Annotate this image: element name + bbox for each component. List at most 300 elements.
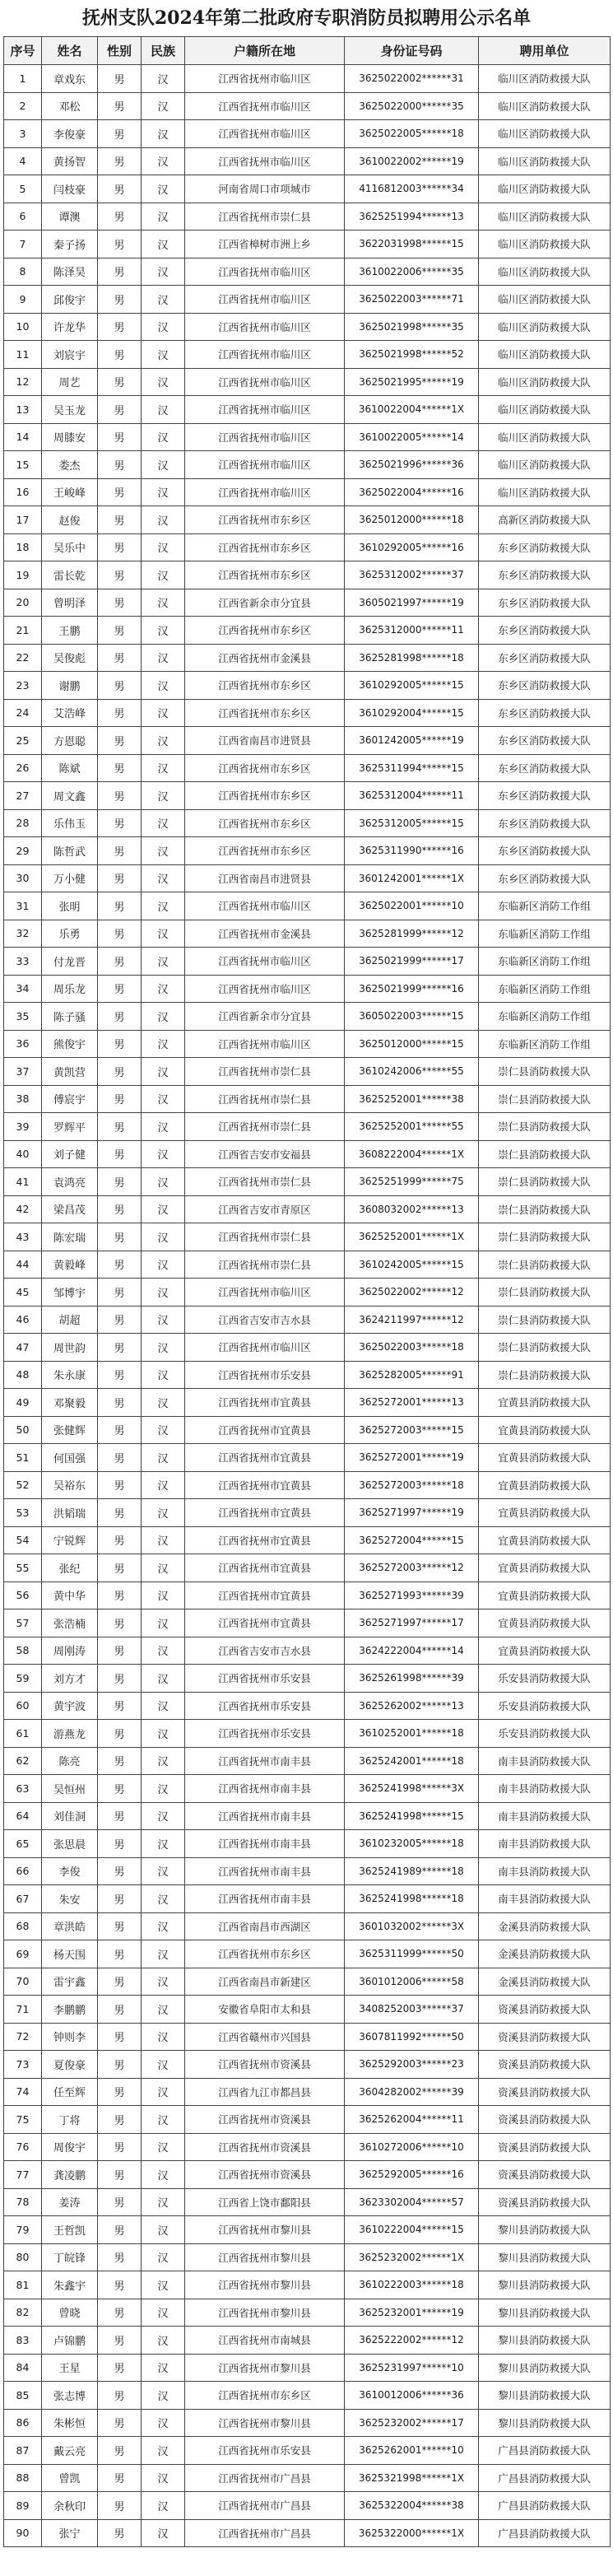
cell-name: 陈斌 xyxy=(42,754,98,782)
cell-domicile: 江西省抚州市乐安县 xyxy=(185,1361,345,1389)
cell-seq: 62 xyxy=(4,1747,42,1775)
table-row xyxy=(4,892,611,920)
cell-ethnicity: 汉 xyxy=(142,2271,185,2299)
cell-name: 吴俊彪 xyxy=(42,644,98,672)
cell-ethnicity: 汉 xyxy=(142,258,185,286)
cell-id-number: 3610022004******1X xyxy=(345,396,479,424)
cell-id-number: 3625232002******1X xyxy=(345,2243,479,2271)
cell-seq: 36 xyxy=(4,1030,42,1058)
table-row xyxy=(4,1251,611,1279)
cell-ethnicity: 汉 xyxy=(142,2106,185,2134)
cell-domicile: 江西省抚州市宜黄县 xyxy=(185,1389,345,1417)
cell-ethnicity: 汉 xyxy=(142,589,185,617)
cell-name: 黄中华 xyxy=(42,1581,98,1609)
cell-ethnicity: 汉 xyxy=(142,672,185,700)
cell-ethnicity: 汉 xyxy=(142,837,185,865)
cell-id-number: 3610222004******15 xyxy=(345,2216,479,2244)
cell-seq: 2 xyxy=(4,92,42,120)
cell-seq: 25 xyxy=(4,727,42,755)
cell-gender: 男 xyxy=(98,1968,142,1996)
table-row xyxy=(4,1471,611,1499)
cell-ethnicity: 汉 xyxy=(142,1968,185,1996)
cell-domicile: 江西省抚州市乐安县 xyxy=(185,2437,345,2465)
cell-gender: 男 xyxy=(98,2327,142,2355)
cell-seq: 42 xyxy=(4,1195,42,1223)
cell-ethnicity: 汉 xyxy=(142,2519,185,2547)
header-ethnicity: 民族 xyxy=(142,37,185,65)
cell-gender: 男 xyxy=(98,2078,142,2106)
cell-id-number: 3625012000******15 xyxy=(345,1030,479,1058)
table-row xyxy=(4,617,611,645)
cell-id-number: 3610222003******18 xyxy=(345,2271,479,2299)
cell-id-number: 3601012006******58 xyxy=(345,1968,479,1996)
cell-seq: 63 xyxy=(4,1775,42,1803)
cell-name: 周艺 xyxy=(42,368,98,396)
cell-employer: 南丰县消防救援大队 xyxy=(479,1857,611,1885)
cell-seq: 46 xyxy=(4,1306,42,1334)
cell-name: 陈亮 xyxy=(42,1747,98,1775)
cell-ethnicity: 汉 xyxy=(142,2243,185,2271)
cell-domicile: 江西省抚州市广昌县 xyxy=(185,2519,345,2547)
cell-domicile: 江西省抚州市临川区 xyxy=(185,451,345,479)
cell-ethnicity: 汉 xyxy=(142,1720,185,1748)
cell-ethnicity: 汉 xyxy=(142,975,185,1003)
cell-gender: 男 xyxy=(98,644,142,672)
cell-domicile: 江西省吉安市青原区 xyxy=(185,1195,345,1223)
cell-seq: 69 xyxy=(4,1940,42,1968)
cell-employer: 崇仁县消防救援大队 xyxy=(479,1113,611,1141)
cell-ethnicity: 汉 xyxy=(142,1775,185,1803)
cell-ethnicity: 汉 xyxy=(142,2464,185,2492)
cell-domicile: 江西省抚州市东乡区 xyxy=(185,782,345,810)
cell-employer: 宜黄县消防救援大队 xyxy=(479,1609,611,1637)
cell-employer: 南丰县消防救援大队 xyxy=(479,1775,611,1803)
cell-gender: 男 xyxy=(98,1223,142,1251)
cell-ethnicity: 汉 xyxy=(142,231,185,259)
cell-domicile: 江西省抚州市乐安县 xyxy=(185,1720,345,1748)
cell-employer: 黎川县消防救援大队 xyxy=(479,2216,611,2244)
cell-gender: 男 xyxy=(98,1830,142,1858)
cell-name: 胡超 xyxy=(42,1306,98,1334)
table-row xyxy=(4,672,611,700)
cell-domicile: 江西省抚州市南城县 xyxy=(185,2327,345,2355)
cell-seq: 78 xyxy=(4,2188,42,2216)
cell-domicile: 江西省抚州市宜黄县 xyxy=(185,1526,345,1554)
cell-seq: 52 xyxy=(4,1471,42,1499)
table-row xyxy=(4,2437,611,2465)
cell-domicile: 江西省南昌市进贤县 xyxy=(185,727,345,755)
table-row xyxy=(4,368,611,396)
table-row xyxy=(4,1609,611,1637)
cell-ethnicity: 汉 xyxy=(142,809,185,837)
cell-ethnicity: 汉 xyxy=(142,1609,185,1637)
cell-ethnicity: 汉 xyxy=(142,65,185,93)
table-row xyxy=(4,561,611,589)
cell-ethnicity: 汉 xyxy=(142,754,185,782)
table-row xyxy=(4,809,611,837)
cell-employer: 资溪县消防救援大队 xyxy=(479,2188,611,2216)
cell-seq: 5 xyxy=(4,175,42,203)
cell-id-number: 3625252001******1X xyxy=(345,1223,479,1251)
cell-name: 吴玉龙 xyxy=(42,396,98,424)
cell-domicile: 江西省抚州市临川区 xyxy=(185,423,345,451)
header-id-number: 身份证号码 xyxy=(345,37,479,65)
cell-name: 陈宏瑞 xyxy=(42,1223,98,1251)
cell-ethnicity: 汉 xyxy=(142,1003,185,1031)
cell-employer: 东乡区消防救援大队 xyxy=(479,699,611,727)
cell-name: 游燕龙 xyxy=(42,1720,98,1748)
cell-employer: 临川区消防救援大队 xyxy=(479,286,611,314)
cell-seq: 70 xyxy=(4,1968,42,1996)
cell-domicile: 江西省抚州市金溪县 xyxy=(185,644,345,672)
table-row xyxy=(4,506,611,534)
cell-gender: 男 xyxy=(98,864,142,892)
cell-domicile: 江西省抚州市临川区 xyxy=(185,975,345,1003)
cell-employer: 黎川县消防救援大队 xyxy=(479,2299,611,2327)
cell-domicile: 江西省抚州市东乡区 xyxy=(185,2382,345,2410)
cell-gender: 男 xyxy=(98,1554,142,1582)
cell-gender: 男 xyxy=(98,727,142,755)
cell-name: 刘佳洞 xyxy=(42,1802,98,1830)
cell-seq: 38 xyxy=(4,1085,42,1113)
cell-name: 闫枝豪 xyxy=(42,175,98,203)
cell-domicile: 江西省上饶市鄱阳县 xyxy=(185,2188,345,2216)
cell-id-number: 3610292005******16 xyxy=(345,533,479,561)
table-row xyxy=(4,2327,611,2355)
cell-seq: 84 xyxy=(4,2354,42,2382)
cell-domicile: 河南省周口市项城市 xyxy=(185,175,345,203)
cell-gender: 男 xyxy=(98,1802,142,1830)
cell-name: 邓聚毅 xyxy=(42,1389,98,1417)
cell-seq: 53 xyxy=(4,1499,42,1527)
cell-seq: 71 xyxy=(4,1996,42,2024)
cell-name: 乐伟玉 xyxy=(42,809,98,837)
cell-name: 王鹏 xyxy=(42,617,98,645)
cell-gender: 男 xyxy=(98,2437,142,2465)
cell-ethnicity: 汉 xyxy=(142,1637,185,1665)
cell-seq: 6 xyxy=(4,203,42,231)
cell-name: 姜涛 xyxy=(42,2188,98,2216)
cell-name: 邓松 xyxy=(42,92,98,120)
cell-seq: 64 xyxy=(4,1802,42,1830)
cell-name: 刘子健 xyxy=(42,1140,98,1168)
table-row xyxy=(4,2243,611,2271)
cell-name: 张健辉 xyxy=(42,1416,98,1444)
cell-id-number: 3610242005******15 xyxy=(345,1251,479,1279)
cell-seq: 82 xyxy=(4,2299,42,2327)
cell-id-number: 3610022002******19 xyxy=(345,147,479,175)
cell-employer: 南丰县消防救援大队 xyxy=(479,1885,611,1913)
cell-ethnicity: 汉 xyxy=(142,1885,185,1913)
cell-ethnicity: 汉 xyxy=(142,1085,185,1113)
cell-gender: 男 xyxy=(98,1140,142,1168)
cell-domicile: 江西省抚州市资溪县 xyxy=(185,2106,345,2134)
cell-id-number: 3625281999******12 xyxy=(345,920,479,948)
cell-seq: 9 xyxy=(4,286,42,314)
header-employer: 聘用单位 xyxy=(479,37,611,65)
cell-ethnicity: 汉 xyxy=(142,2188,185,2216)
cell-ethnicity: 汉 xyxy=(142,1334,185,1362)
cell-seq: 87 xyxy=(4,2437,42,2465)
cell-employer: 宜黄县消防救援大队 xyxy=(479,1554,611,1582)
cell-name: 袁鸿亮 xyxy=(42,1168,98,1196)
cell-ethnicity: 汉 xyxy=(142,368,185,396)
cell-employer: 东乡区消防救援大队 xyxy=(479,561,611,589)
cell-name: 付龙晋 xyxy=(42,948,98,976)
cell-ethnicity: 汉 xyxy=(142,1857,185,1885)
cell-seq: 56 xyxy=(4,1581,42,1609)
table-row xyxy=(4,2382,611,2410)
cell-domicile: 江西省抚州市东乡区 xyxy=(185,506,345,534)
cell-seq: 80 xyxy=(4,2243,42,2271)
cell-gender: 男 xyxy=(98,1195,142,1223)
cell-ethnicity: 汉 xyxy=(142,1306,185,1334)
cell-domicile: 江西省抚州市南丰县 xyxy=(185,1857,345,1885)
cell-employer: 宜黄县消防救援大队 xyxy=(479,1499,611,1527)
table-row xyxy=(4,727,611,755)
cell-seq: 55 xyxy=(4,1554,42,1582)
table-row xyxy=(4,1168,611,1196)
cell-ethnicity: 汉 xyxy=(142,396,185,424)
cell-employer: 黎川县消防救援大队 xyxy=(479,2382,611,2410)
cell-ethnicity: 汉 xyxy=(142,2382,185,2410)
cell-employer: 资溪县消防救援大队 xyxy=(479,2078,611,2106)
cell-name: 陈泽昊 xyxy=(42,258,98,286)
cell-name: 邱俊宇 xyxy=(42,286,98,314)
cell-employer: 临川区消防救援大队 xyxy=(479,396,611,424)
cell-gender: 男 xyxy=(98,65,142,93)
cell-name: 周膝安 xyxy=(42,423,98,451)
table-row xyxy=(4,92,611,120)
cell-domicile: 江西省抚州市金溪县 xyxy=(185,920,345,948)
cell-ethnicity: 汉 xyxy=(142,1251,185,1279)
cell-ethnicity: 汉 xyxy=(142,2161,185,2189)
cell-seq: 77 xyxy=(4,2161,42,2189)
cell-gender: 男 xyxy=(98,1857,142,1885)
cell-name: 卢锦鹏 xyxy=(42,2327,98,2355)
table-row xyxy=(4,451,611,479)
cell-id-number: 3605022003******15 xyxy=(345,1003,479,1031)
cell-domicile: 江西省新余市分宜县 xyxy=(185,1003,345,1031)
cell-id-number: 3625022002******31 xyxy=(345,65,479,93)
cell-gender: 男 xyxy=(98,1912,142,1940)
cell-id-number: 3625022001******10 xyxy=(345,892,479,920)
cell-domicile: 江西省抚州市临川区 xyxy=(185,313,345,341)
cell-ethnicity: 汉 xyxy=(142,644,185,672)
cell-ethnicity: 汉 xyxy=(142,286,185,314)
cell-id-number: 3625232001******19 xyxy=(345,2299,479,2327)
cell-employer: 宜黄县消防救援大队 xyxy=(479,1416,611,1444)
cell-ethnicity: 汉 xyxy=(142,1058,185,1086)
cell-ethnicity: 汉 xyxy=(142,2133,185,2161)
table-row xyxy=(4,2023,611,2051)
cell-gender: 男 xyxy=(98,1581,142,1609)
cell-seq: 67 xyxy=(4,1885,42,1913)
cell-id-number: 3625321998******1X xyxy=(345,2464,479,2492)
cell-employer: 东临新区消防工作组 xyxy=(479,920,611,948)
cell-seq: 76 xyxy=(4,2133,42,2161)
cell-ethnicity: 汉 xyxy=(142,1940,185,1968)
table-row xyxy=(4,341,611,369)
cell-seq: 65 xyxy=(4,1830,42,1858)
cell-employer: 东乡区消防救援大队 xyxy=(479,617,611,645)
table-row xyxy=(4,1720,611,1748)
cell-domicile: 江西省抚州市宜黄县 xyxy=(185,1499,345,1527)
cell-id-number: 3625021996******36 xyxy=(345,451,479,479)
cell-gender: 男 xyxy=(98,147,142,175)
table-row xyxy=(4,258,611,286)
cell-seq: 75 xyxy=(4,2106,42,2134)
cell-domicile: 江西省抚州市崇仁县 xyxy=(185,1058,345,1086)
cell-ethnicity: 汉 xyxy=(142,1168,185,1196)
cell-id-number: 4116812003******34 xyxy=(345,175,479,203)
cell-domicile: 江西省抚州市临川区 xyxy=(185,892,345,920)
cell-domicile: 江西省樟树市洲上乡 xyxy=(185,231,345,259)
cell-domicile: 江西省抚州市广昌县 xyxy=(185,2464,345,2492)
table-row xyxy=(4,231,611,259)
table-row xyxy=(4,1416,611,1444)
cell-domicile: 江西省抚州市临川区 xyxy=(185,65,345,93)
cell-id-number: 3604282002******39 xyxy=(345,2078,479,2106)
cell-employer: 宜黄县消防救援大队 xyxy=(479,1581,611,1609)
cell-gender: 男 xyxy=(98,1940,142,1968)
cell-domicile: 江西省吉安市安福县 xyxy=(185,1140,345,1168)
cell-name: 朱鑫宇 xyxy=(42,2271,98,2299)
cell-id-number: 3625322000******1X xyxy=(345,2519,479,2547)
cell-gender: 男 xyxy=(98,533,142,561)
table-row xyxy=(4,1003,611,1031)
cell-employer: 南丰县消防救援大队 xyxy=(479,1802,611,1830)
cell-gender: 男 xyxy=(98,2354,142,2382)
cell-id-number: 3610022006******35 xyxy=(345,258,479,286)
cell-ethnicity: 汉 xyxy=(142,1279,185,1307)
cell-ethnicity: 汉 xyxy=(142,1471,185,1499)
table-row xyxy=(4,2188,611,2216)
table-row xyxy=(4,120,611,148)
cell-ethnicity: 汉 xyxy=(142,1195,185,1223)
cell-gender: 男 xyxy=(98,2464,142,2492)
cell-name: 曾明泽 xyxy=(42,589,98,617)
cell-gender: 男 xyxy=(98,782,142,810)
cell-employer: 东乡区消防救援大队 xyxy=(479,672,611,700)
cell-gender: 男 xyxy=(98,120,142,148)
cell-employer: 临川区消防救援大队 xyxy=(479,313,611,341)
cell-ethnicity: 汉 xyxy=(142,1526,185,1554)
cell-id-number: 3625282005******91 xyxy=(345,1361,479,1389)
cell-name: 章戏东 xyxy=(42,65,98,93)
cell-ethnicity: 汉 xyxy=(142,1389,185,1417)
cell-employer: 临川区消防救援大队 xyxy=(479,92,611,120)
cell-domicile: 江西省抚州市南丰县 xyxy=(185,1747,345,1775)
cell-domicile: 江西省抚州市黎川县 xyxy=(185,2299,345,2327)
cell-gender: 男 xyxy=(98,1444,142,1472)
cell-employer: 资溪县消防救援大队 xyxy=(479,2051,611,2079)
cell-name: 曾晓 xyxy=(42,2299,98,2327)
cell-gender: 男 xyxy=(98,2133,142,2161)
cell-seq: 17 xyxy=(4,506,42,534)
cell-id-number: 3625311999******50 xyxy=(345,1940,479,1968)
table-header-row xyxy=(4,37,611,65)
cell-seq: 15 xyxy=(4,451,42,479)
cell-employer: 宜黄县消防救援大队 xyxy=(479,1526,611,1554)
cell-seq: 49 xyxy=(4,1389,42,1417)
cell-ethnicity: 汉 xyxy=(142,1223,185,1251)
table-row xyxy=(4,1692,611,1720)
cell-domicile: 江西省抚州市崇仁县 xyxy=(185,1168,345,1196)
cell-ethnicity: 汉 xyxy=(142,1444,185,1472)
cell-id-number: 3625271997******19 xyxy=(345,1499,479,1527)
cell-gender: 男 xyxy=(98,341,142,369)
cell-domicile: 江西省抚州市乐安县 xyxy=(185,1665,345,1693)
cell-gender: 男 xyxy=(98,1747,142,1775)
cell-employer: 临川区消防救援大队 xyxy=(479,341,611,369)
cell-id-number: 3601032002******3X xyxy=(345,1912,479,1940)
cell-ethnicity: 汉 xyxy=(142,147,185,175)
cell-gender: 男 xyxy=(98,1692,142,1720)
cell-employer: 广昌县消防救援大队 xyxy=(479,2492,611,2520)
cell-gender: 男 xyxy=(98,892,142,920)
cell-seq: 19 xyxy=(4,561,42,589)
cell-employer: 南丰县消防救援大队 xyxy=(479,1747,611,1775)
table-row xyxy=(4,2354,611,2382)
cell-id-number: 3610292004******15 xyxy=(345,699,479,727)
cell-gender: 男 xyxy=(98,1058,142,1086)
cell-domicile: 江西省抚州市宜黄县 xyxy=(185,1416,345,1444)
cell-id-number: 3601242005******19 xyxy=(345,727,479,755)
table-row xyxy=(4,1195,611,1223)
cell-seq: 39 xyxy=(4,1113,42,1141)
cell-id-number: 3622031998******15 xyxy=(345,231,479,259)
table-row xyxy=(4,1223,611,1251)
cell-seq: 35 xyxy=(4,1003,42,1031)
cell-name: 吴裕东 xyxy=(42,1471,98,1499)
table-row xyxy=(4,313,611,341)
cell-seq: 73 xyxy=(4,2051,42,2079)
cell-id-number: 3625272004******15 xyxy=(345,1526,479,1554)
cell-seq: 89 xyxy=(4,2492,42,2520)
table-row xyxy=(4,1306,611,1334)
cell-id-number: 3625261998******39 xyxy=(345,1665,479,1693)
cell-name: 王哲凯 xyxy=(42,2216,98,2244)
cell-id-number: 3608222004******1X xyxy=(345,1140,479,1168)
cell-id-number: 3625262002******13 xyxy=(345,1692,479,1720)
cell-ethnicity: 汉 xyxy=(142,1140,185,1168)
cell-id-number: 3625222002******12 xyxy=(345,2327,479,2355)
cell-gender: 男 xyxy=(98,2271,142,2299)
cell-name: 丁皖锋 xyxy=(42,2243,98,2271)
cell-ethnicity: 汉 xyxy=(142,617,185,645)
cell-domicile: 江西省抚州市乐安县 xyxy=(185,1692,345,1720)
cell-name: 方恩聪 xyxy=(42,727,98,755)
table-row xyxy=(4,1912,611,1940)
cell-seq: 85 xyxy=(4,2382,42,2410)
cell-employer: 临川区消防救援大队 xyxy=(479,203,611,231)
table-row xyxy=(4,203,611,231)
cell-employer: 崇仁县消防救援大队 xyxy=(479,1361,611,1389)
cell-gender: 男 xyxy=(98,1113,142,1141)
cell-ethnicity: 汉 xyxy=(142,1581,185,1609)
cell-employer: 崇仁县消防救援大队 xyxy=(479,1085,611,1113)
cell-id-number: 3625232002******17 xyxy=(345,2409,479,2437)
cell-domicile: 江西省抚州市东乡区 xyxy=(185,837,345,865)
cell-seq: 3 xyxy=(4,120,42,148)
table-row xyxy=(4,1334,611,1362)
cell-ethnicity: 汉 xyxy=(142,2078,185,2106)
cell-gender: 男 xyxy=(98,699,142,727)
cell-ethnicity: 汉 xyxy=(142,451,185,479)
cell-gender: 男 xyxy=(98,2051,142,2079)
cell-employer: 乐安县消防救援大队 xyxy=(479,1720,611,1748)
